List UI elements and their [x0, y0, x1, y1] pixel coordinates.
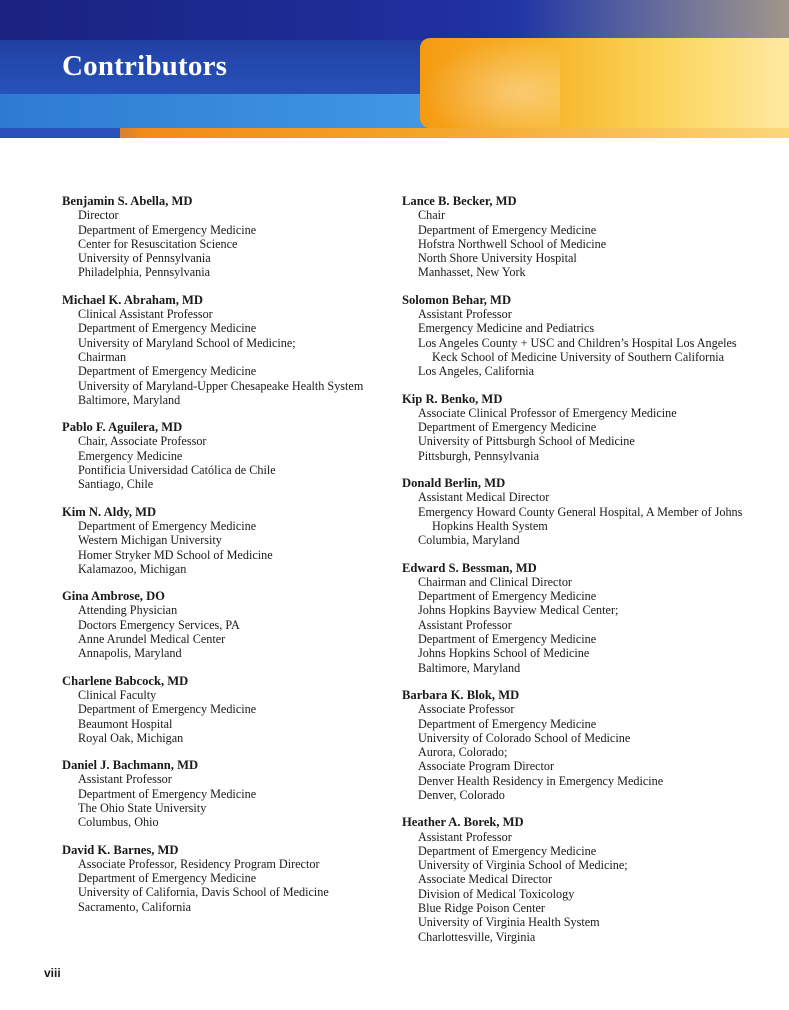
- affiliation-line: Assistant Professor: [78, 772, 172, 787]
- affiliation-line: Department of Emergency Medicine: [78, 321, 257, 336]
- affiliation-line: Associate Program Director: [418, 759, 555, 774]
- affiliation-line: University of Pittsburgh School of Medicine: [418, 434, 635, 449]
- affiliation-line: University of Virginia School of Medicine;: [418, 858, 628, 873]
- affiliation-line: University of Maryland School of Medicine;: [78, 335, 296, 350]
- banner-stripe-gap: [0, 128, 120, 138]
- header-banner: [0, 0, 789, 138]
- affiliation-line: Annapolis, Maryland: [78, 646, 182, 661]
- affiliation-line: Philadelphia, Pennsylvania: [78, 265, 211, 280]
- affiliation-line: Columbia, Maryland: [418, 533, 520, 548]
- affiliation-line: Clinical Assistant Professor: [78, 307, 213, 322]
- affiliation-line: Department of Emergency Medicine: [418, 843, 597, 858]
- contributor-entry: [62, 589, 402, 660]
- affiliation-line: University of Maryland-Upper Chesapeake Health System: [78, 378, 364, 393]
- affiliation-line: Department of Emergency Medicine: [418, 632, 597, 647]
- affiliation-line: Associate Professor: [418, 702, 515, 717]
- affiliation-line: Department of Emergency Medicine: [78, 702, 257, 717]
- affiliation-line: Santiago, Chile: [78, 477, 154, 492]
- affiliation-line: Assistant Medical Director: [418, 490, 550, 505]
- affiliation-line: Hofstra Northwell School of Medicine: [418, 236, 607, 251]
- affiliation-line: University of Virginia Health System: [418, 915, 600, 930]
- contributor-entry: [402, 561, 762, 675]
- contributor-name: Michael K. Abraham, MD: [62, 292, 203, 307]
- affiliation-line: Director: [78, 208, 119, 223]
- contributor-entry: [62, 505, 402, 576]
- affiliation-line: Manhasset, New York: [418, 265, 526, 280]
- affiliation-line: Blue Ridge Poison Center: [418, 901, 545, 916]
- affiliation-line: Denver Health Residency in Emergency Medicine: [418, 773, 664, 788]
- affiliation-line: Beaumont Hospital: [78, 716, 173, 731]
- affiliation-line: Clinical Faculty: [78, 687, 157, 702]
- affiliation-line: Department of Emergency Medicine: [78, 222, 257, 237]
- affiliation-line: The Ohio State University: [78, 800, 207, 815]
- affiliation-line: Baltimore, Maryland: [78, 392, 181, 407]
- affiliation-line: Associate Professor, Residency Program Director: [78, 856, 320, 871]
- affiliation-line: Western Michigan University: [78, 533, 222, 548]
- affiliation-line: Columbus, Ohio: [78, 815, 159, 830]
- contributor-entry: [62, 420, 402, 491]
- contributor-name: David K. Barnes, MD: [62, 842, 179, 857]
- affiliation-line: Charlottesville, Virginia: [418, 929, 536, 944]
- affiliation-line: Associate Medical Director: [418, 872, 553, 887]
- contributor-entry: [402, 815, 762, 944]
- affiliation-line: University of Pennsylvania: [78, 251, 211, 266]
- affiliation-line: Department of Emergency Medicine: [418, 222, 597, 237]
- contributor-entry: [402, 392, 762, 463]
- contributor-entry: [62, 843, 402, 914]
- affiliation-line: Assistant Professor: [418, 617, 512, 632]
- contributor-entry: [402, 476, 762, 547]
- affiliation-line: Homer Stryker MD School of Medicine: [78, 547, 273, 562]
- affiliation-line: North Shore University Hospital: [418, 251, 577, 266]
- affiliation-line: Division of Medical Toxicology: [418, 886, 575, 901]
- contributor-name: Edward S. Bessman, MD: [402, 560, 537, 575]
- contributor-name: Charlene Babcock, MD: [62, 673, 189, 688]
- affiliation-line: Sacramento, California: [78, 899, 192, 914]
- affiliation-line: Emergency Howard County General Hospital, A Member of Johns Hopkins Health System: [418, 504, 743, 533]
- affiliation-line: University of California, Davis School of Medicine: [78, 885, 329, 900]
- affiliation-line: Emergency Medicine and Pediatrics: [418, 321, 595, 336]
- contributor-name: Lance B. Becker, MD: [402, 194, 517, 208]
- contributor-entry: [402, 194, 762, 280]
- affiliation-line: Assistant Professor: [418, 307, 512, 322]
- affiliation-line: Department of Emergency Medicine: [78, 364, 257, 379]
- contributor-name: Donald Berlin, MD: [402, 476, 506, 491]
- affiliation-line: Emergency Medicine: [78, 448, 183, 463]
- affiliation-line: Department of Emergency Medicine: [418, 716, 597, 731]
- contributor-name: Gina Ambrose, DO: [62, 589, 165, 604]
- banner-orange-highlight: [420, 38, 560, 128]
- contributor-name: Kim N. Aldy, MD: [62, 504, 157, 519]
- contributor-name: Solomon Behar, MD: [402, 292, 512, 307]
- contributor-entry: [62, 293, 402, 407]
- affiliation-line: Chair, Associate Professor: [78, 434, 207, 449]
- affiliation-line: Denver, Colorado: [418, 787, 505, 802]
- contributor-name: Pablo F. Aguilera, MD: [62, 420, 183, 435]
- affiliation-line: Chair: [418, 208, 446, 223]
- contributor-name: Heather A. Borek, MD: [402, 815, 524, 830]
- page-title: Contributors: [62, 50, 228, 82]
- affiliation-line: Pontificia Universidad Católica de Chile: [78, 463, 276, 478]
- contributor-entry: [62, 758, 402, 829]
- banner-glow-top: [520, 0, 789, 40]
- affiliation-line: Assistant Professor: [418, 829, 512, 844]
- contributor-entry: [402, 688, 762, 802]
- affiliation-line: Attending Physician: [78, 603, 178, 618]
- affiliation-line: Johns Hopkins School of Medicine: [418, 646, 590, 661]
- affiliation-line: Department of Emergency Medicine: [78, 518, 257, 533]
- affiliation-line: Associate Clinical Professor of Emergency Medicine: [418, 405, 677, 420]
- affiliation-line: Department of Emergency Medicine: [78, 871, 257, 886]
- affiliation-line: Aurora, Colorado;: [418, 745, 508, 760]
- affiliation-line: Chairman and Clinical Director: [418, 574, 572, 589]
- affiliation-line: Johns Hopkins Bayview Medical Center;: [418, 603, 619, 618]
- contributor-name: Barbara K. Blok, MD: [402, 687, 520, 702]
- contributor-name: Benjamin S. Abella, MD: [62, 194, 193, 208]
- affiliation-line: Department of Emergency Medicine: [418, 420, 597, 435]
- affiliation-line: Anne Arundel Medical Center: [78, 632, 226, 647]
- affiliation-line: Baltimore, Maryland: [418, 660, 521, 675]
- affiliation-line: Los Angeles County + USC and Children’s Hospital Los Angeles Keck School of Medicine University of Southern California: [418, 335, 737, 364]
- affiliation-line: Los Angeles, California: [418, 364, 535, 379]
- affiliation-line: Kalamazoo, Michigan: [78, 561, 187, 576]
- contributor-name: Kip R. Benko, MD: [402, 391, 503, 406]
- affiliation-line: Department of Emergency Medicine: [418, 589, 597, 604]
- affiliation-line: Royal Oak, Michigan: [78, 730, 184, 745]
- affiliation-line: Doctors Emergency Services, PA: [78, 617, 240, 632]
- affiliation-line: Pittsburgh, Pennsylvania: [418, 448, 539, 463]
- page-number: viii: [44, 966, 61, 980]
- affiliation-line: University of Colorado School of Medicine: [418, 730, 631, 745]
- contributor-name: Daniel J. Bachmann, MD: [62, 758, 199, 773]
- affiliation-line: Chairman: [78, 349, 127, 364]
- contributor-entry: [402, 293, 762, 379]
- contributor-entry: [62, 194, 402, 280]
- contributors-column-right: [402, 194, 762, 957]
- contributor-entry: [62, 674, 402, 745]
- affiliation-line: Department of Emergency Medicine: [78, 786, 257, 801]
- affiliation-line: Center for Resuscitation Science: [78, 236, 238, 251]
- contributors-column-left: [62, 194, 402, 927]
